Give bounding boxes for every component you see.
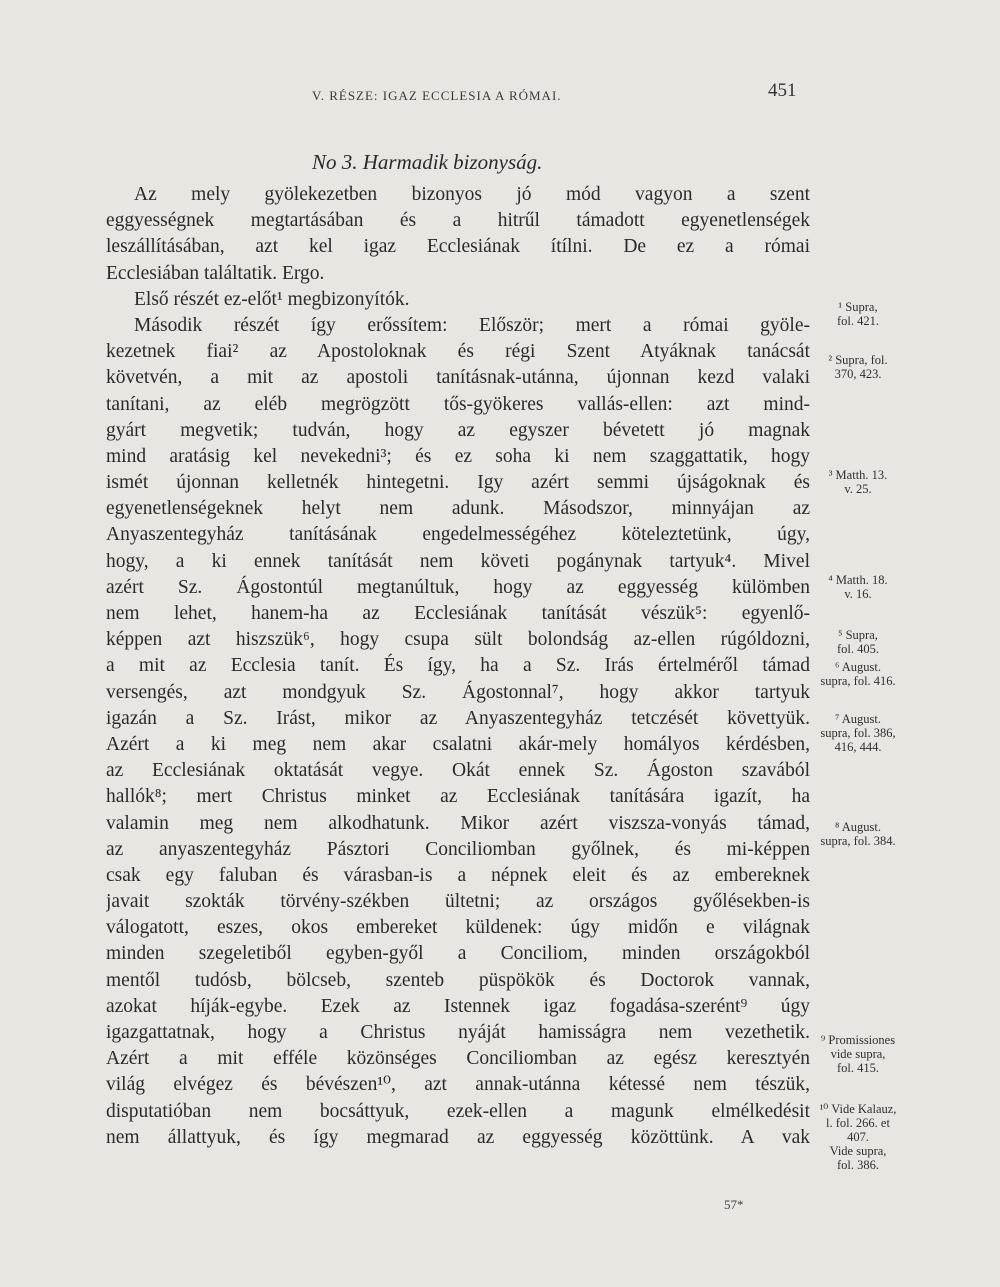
text-line: javait szokták törvény-székben ültetni; az országos győlésekben-is — [106, 891, 810, 913]
text-line: csak egy faluban és várasban-is a népnek eleit és az embereknek — [106, 864, 810, 886]
text-line: követvén, a mit az apostoli tanításnak-utánna, újonnan kezd valaki — [106, 367, 810, 389]
text-line: minden szegeletiből egyben-győl a Conciliom, minden országokból — [106, 943, 810, 965]
text-line: Azért a ki meg nem akar csalatni akár-mely homályos kérdésben, — [106, 733, 810, 755]
margin-note: ⁵ Supra, fol. 405. — [836, 628, 879, 656]
text-line: Az mely gyölekezetben bizonyos jó mód vagyon a szent — [134, 184, 810, 205]
text-line: Ecclesiában találtatik. Ergo. — [106, 262, 325, 284]
margin-note: ¹⁰ Vide Kalauz, l. fol. 266. et 407. Vide supra, fol. 386. — [819, 1102, 897, 1172]
margin-note: ² Supra, fol. 370, 423. — [828, 353, 888, 381]
margin-note: ⁶ August. supra, fol. 416. — [820, 660, 896, 688]
text-line: az anyaszentegyház Pásztori Conciliomban győlnek, és mi-képpen — [106, 838, 810, 860]
text-line: valamin meg nem alkodhatunk. Mikor azért viszsza-vonyás támad, — [106, 812, 810, 834]
text-line: eggyességnek megtartásában és a hitrűl támadott egyenetlenségek — [106, 210, 810, 232]
text-line: Második részét így erőssítem: Először; mert a római gyöle- — [134, 314, 810, 336]
text-line: Első részét ez-előt¹ megbizonyítók. — [134, 288, 410, 310]
text-line: gyárt megvetik; tudván, hogy az egyszer bévetett jó magnak — [106, 419, 810, 441]
text-line: válogatott, eszes, okos embereket küldenek: úgy midőn e világnak — [106, 917, 810, 939]
margin-note: ³ Matth. 13. v. 25. — [828, 468, 888, 496]
text-line: képpen azt hiszszük⁶, hogy csupa sült bolondság az-ellen rúgóldozni, — [106, 629, 810, 651]
text-line: világ elvégez és bévészen¹⁰, azt annak-utánna kétessé nem tészük, — [106, 1074, 810, 1096]
text-line: versengés, azt mondgyuk Sz. Ágostonnal⁷, hogy akkor tartyuk — [106, 681, 810, 703]
section-title: No 3. Harmadik bizonyság. — [312, 150, 543, 174]
text-line: nem lehet, hanem-ha az Ecclesiának tanítását vészük⁵: egyenlő- — [106, 603, 810, 624]
margin-note: ⁴ Matth. 18. v. 16. — [828, 573, 888, 601]
printer-signature: 57* — [724, 1197, 744, 1212]
text-line: mind aratásig kel nevekedni³; és ez soha ki nem szaggattatik, hogy — [106, 445, 810, 467]
margin-note: ⁷ August. supra, fol. 386, 416, 444. — [820, 712, 896, 754]
text-line: azért Sz. Ágostontúl megtanúltuk, hogy az eggyesség külömben — [106, 576, 810, 598]
text-line: leszállításában, azt kel igaz Ecclesiának ítílni. De ez a római — [106, 236, 810, 258]
text-line: nem állattyuk, és így megmarad az eggyesség közöttünk. A vak — [106, 1126, 810, 1148]
text-line: a mit az Ecclesia tanít. És így, ha a Sz. Irás értelméről támad — [106, 655, 810, 677]
text-line: azokat híják-egybe. Ezek az Istennek igaz fogadása-szerént⁹ úgy — [106, 995, 810, 1017]
text-line: Azért a mit efféle közönséges Conciliomban az egész keresztyén — [106, 1048, 810, 1070]
body-text — [106, 182, 810, 1151]
text-line: igazgattatnak, hogy a Christus nyáját hamisságra nem vezethetik. — [106, 1022, 810, 1043]
text-line: tanítani, az eléb megrögzött tős-gyökeres vallás-ellen: azt mind- — [106, 393, 810, 415]
text-line: mentől tudósb, bölcseb, szenteb püspökök és Doctorok vannak, — [106, 969, 810, 991]
page-number: 451 — [768, 80, 797, 101]
margin-note: ⁸ August. supra, fol. 384. — [820, 820, 896, 848]
margin-note: ⁹ Promissiones vide supra, fol. 415. — [820, 1033, 896, 1075]
text-line: igazán a Sz. Irást, mikor az Anyaszentegyház tetczését követtyük. — [106, 707, 810, 729]
running-header: V. RÉSZE: IGAZ ECCLESIA A RÓMAI. — [312, 88, 562, 103]
text-line: kezetnek fiai² az Apostoloknak és régi Szent Atyáknak tanácsát — [106, 341, 810, 363]
text-line: ismét újonnan kelletnék hintegetni. Igy azért semmi újságoknak és — [106, 472, 810, 494]
text-line: hogy, a ki ennek tanítását nem követi pogánynak tartyuk⁴. Mivel — [106, 550, 810, 572]
text-line: egyenetlenségeknek helyt nem adunk. Másodszor, minnyájan az — [106, 498, 810, 520]
margin-note: ¹ Supra, fol. 421. — [836, 300, 879, 328]
text-line: hallók⁸; mert Christus minket az Ecclesiának tanítására igazít, ha — [106, 786, 810, 808]
text-line: disputatióban nem bocsáttyuk, ezek-ellen a magunk elmélkedésit — [106, 1100, 810, 1122]
text-line: az Ecclesiának oktatását vegye. Okát ennek Sz. Ágoston szavából — [106, 760, 810, 782]
text-line: Anyaszentegyház tanításának engedelmességéhez köteleztetünk, úgy, — [106, 524, 810, 546]
